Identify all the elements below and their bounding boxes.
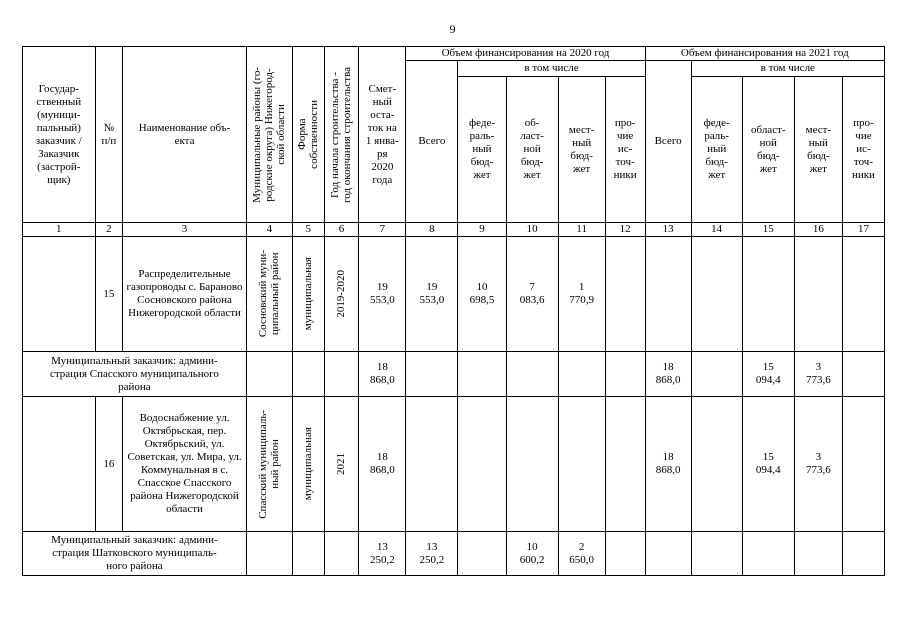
ownership-cell [292, 532, 324, 576]
local-2020: 2 650,0 [558, 532, 605, 576]
header-federal-2021: феде- раль- ный бюд- жет [691, 77, 742, 223]
column-number: 13 [645, 223, 691, 237]
row-number: 15 [95, 237, 123, 352]
other-2021 [842, 352, 884, 397]
regional-2020 [506, 352, 558, 397]
total-2020: 19 553,0 [406, 237, 458, 352]
table-row [23, 532, 885, 576]
local-2020: 1 770,9 [558, 237, 605, 352]
estimated-balance: 18 868,0 [359, 352, 406, 397]
other-2020 [605, 397, 645, 532]
regional-2020: 10 600,2 [506, 532, 558, 576]
column-number: 9 [458, 223, 506, 237]
federal-2021 [691, 352, 742, 397]
header-ownership: Форма собственности [292, 47, 324, 223]
federal-2020 [458, 352, 506, 397]
customer-cell [23, 237, 96, 352]
total-2021 [645, 237, 691, 352]
header-local-2021: мест- ный бюд- жет [794, 77, 842, 223]
header-funding-2021: Объем финансирования на 2021 год [645, 47, 884, 61]
header-total-2020: Всего [406, 61, 458, 223]
page-number: 9 [449, 22, 456, 36]
table-row [23, 397, 885, 532]
other-2021 [842, 532, 884, 576]
federal-2020 [458, 532, 506, 576]
column-number: 2 [95, 223, 123, 237]
header-district: Муниципальные районы (го- родские округа) Нижегород- ской области [246, 47, 292, 223]
federal-2021 [691, 237, 742, 352]
column-number: 4 [246, 223, 292, 237]
header-regional-2021: област- ной бюд- жет [742, 77, 794, 223]
column-number: 16 [794, 223, 842, 237]
column-number: 14 [691, 223, 742, 237]
other-2020 [605, 237, 645, 352]
header-number: № п/п [95, 47, 123, 223]
regional-2021: 15 094,4 [742, 352, 794, 397]
federal-2021 [691, 397, 742, 532]
estimated-balance: 13 250,2 [359, 532, 406, 576]
column-number: 8 [406, 223, 458, 237]
district-cell [246, 532, 292, 576]
estimated-balance: 19 553,0 [359, 237, 406, 352]
total-2021: 18 868,0 [645, 352, 691, 397]
district-cell: Сосновский муни- ципальный район [246, 237, 292, 352]
ownership-cell: муниципальная [292, 397, 324, 532]
header-local-2020: мест- ный бюд- жет [558, 77, 605, 223]
regional-2021: 15 094,4 [742, 397, 794, 532]
local-2020 [558, 397, 605, 532]
local-2021: 3 773,6 [794, 352, 842, 397]
local-2021 [794, 237, 842, 352]
years-cell: 2019-2020 [324, 237, 359, 352]
header-other-2020: про- чие ис- точ- ники [605, 77, 645, 223]
row-number: 16 [95, 397, 123, 532]
years-cell [324, 532, 359, 576]
customer-heading: Муниципальный заказчик: админи- страция Шатковского муниципаль- ного района [23, 532, 247, 576]
regional-2020 [506, 397, 558, 532]
ownership-cell [292, 352, 324, 397]
years-cell [324, 352, 359, 397]
object-name: Распределительные газопроводы с. Бараново Сосновского района Нижегородской области [123, 237, 247, 352]
years-cell: 2021 [324, 397, 359, 532]
other-2020 [605, 352, 645, 397]
regional-2021 [742, 237, 794, 352]
table-row [23, 352, 885, 397]
header-including-2020: в том числе [458, 61, 645, 77]
estimated-balance: 18 868,0 [359, 397, 406, 532]
district-cell: Спасский муниципаль- ный район [246, 397, 292, 532]
local-2021 [794, 532, 842, 576]
federal-2021 [691, 532, 742, 576]
local-2021: 3 773,6 [794, 397, 842, 532]
header-other-2021: про- чие ис- точ- ники [842, 77, 884, 223]
header-years: Год начала строительства - год окончания строительства [324, 47, 359, 223]
customer-heading: Муниципальный заказчик: админи- страция Спасского муниципального района [23, 352, 247, 397]
column-number: 3 [123, 223, 247, 237]
other-2021 [842, 237, 884, 352]
column-number: 15 [742, 223, 794, 237]
ownership-cell: муниципальная [292, 237, 324, 352]
column-number: 12 [605, 223, 645, 237]
header-customer: Государ- ственный (муници- пальный) заказчик / Заказчик (застрой- щик) [23, 47, 96, 223]
column-number: 6 [324, 223, 359, 237]
column-number: 7 [359, 223, 406, 237]
header-regional-2020: об- ласт- ной бюд- жет [506, 77, 558, 223]
local-2020 [558, 352, 605, 397]
header-including-2021: в том числе [691, 61, 884, 77]
header-estimated-balance: Смет- ный оста- ток на 1 янва- ря 2020 года [359, 47, 406, 223]
column-number: 17 [842, 223, 884, 237]
regional-2021 [742, 532, 794, 576]
total-2020: 13 250,2 [406, 532, 458, 576]
regional-2020: 7 083,6 [506, 237, 558, 352]
district-cell [246, 352, 292, 397]
other-2020 [605, 532, 645, 576]
header-total-2021: Всего [645, 61, 691, 223]
other-2021 [842, 397, 884, 532]
total-2020 [406, 397, 458, 532]
total-2021: 18 868,0 [645, 397, 691, 532]
federal-2020 [458, 397, 506, 532]
total-2020 [406, 352, 458, 397]
financing-table [22, 46, 885, 576]
total-2021 [645, 532, 691, 576]
column-number: 1 [23, 223, 96, 237]
column-number: 10 [506, 223, 558, 237]
header-object-name: Наименование объ- екта [123, 47, 247, 223]
table-row [23, 237, 885, 352]
header-federal-2020: феде- раль- ный бюд- жет [458, 77, 506, 223]
header-funding-2020: Объем финансирования на 2020 год [406, 47, 645, 61]
column-number: 5 [292, 223, 324, 237]
federal-2020: 10 698,5 [458, 237, 506, 352]
customer-cell [23, 397, 96, 532]
column-number: 11 [558, 223, 605, 237]
object-name: Водоснабжение ул. Октябрьская, пер. Октябрьский, ул. Советская, ул. Мира, ул. Коммунальная в с. Спасское Спасского района Нижегородской области [123, 397, 247, 532]
